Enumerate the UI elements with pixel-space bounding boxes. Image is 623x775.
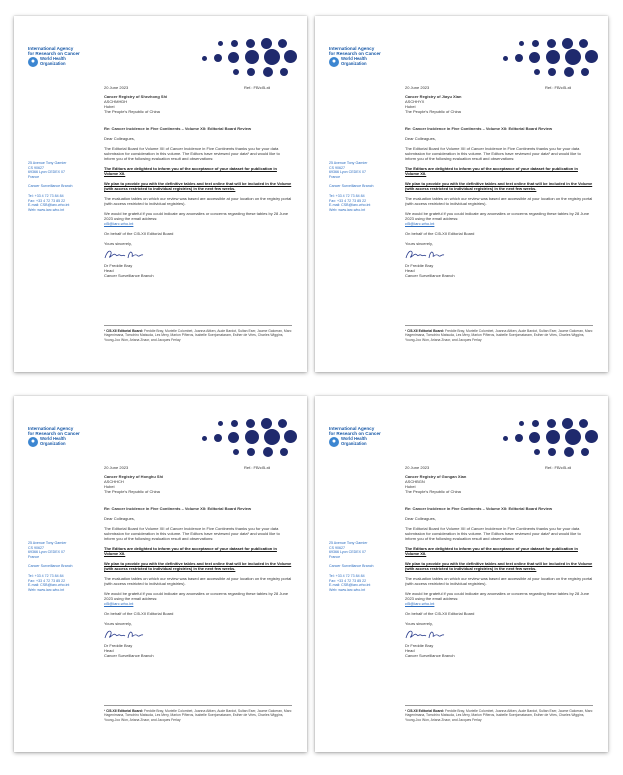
iarc-name-line2: for Research on Cancer (329, 51, 381, 57)
sidebar-contact (329, 541, 399, 592)
registry-name: Cancer Registry of Gongan Xian (405, 474, 467, 479)
recipient-address (104, 94, 254, 114)
paragraph-on-behalf: On behalf of the CI5-XII Editorial Board (104, 611, 174, 616)
registry-province: Hubei (104, 484, 115, 489)
footnote (104, 325, 292, 342)
letter-date: 20 June 2023 (405, 85, 430, 90)
signer-title: Head (104, 268, 114, 273)
registry-name: Cancer Registry of Jiayu Xian (405, 94, 462, 99)
sidebar-email: E-mail: CSB@iarc.who.int (28, 583, 70, 588)
sidebar-address-line: CS 90627 (28, 165, 44, 170)
footnote-text: Freddie Bray, Murielle Colombet, Joanna Aitken, Aude Bardot, Sultan Eser, Jaume Galceran, Marc Hagenimana, Tomohiro Matsuda, Les Mery, Marion Piñeros, Isabelle Soerjomataram, Esther de Vries, Charles Wiggins, Young-Joo Won, Ariana Znaor, and Jacques Ferlay (104, 329, 292, 342)
letter-date: 20 June 2023 (104, 465, 129, 470)
paragraph-evaluation-tables: The evaluation tables on which our review was based are accessible at your location on the registry portal (with access restricted to individual registries). (104, 196, 292, 206)
letter-reference: Ref.: FB/cI5-xii (545, 465, 572, 470)
sidebar-branch: Cancer Surveillance Branch (329, 564, 374, 569)
globe-icon: ● (329, 57, 339, 67)
letter-subject: Re: Cancer Incidence in Five Continents – Volume XII: Editorial Board Review (405, 126, 553, 131)
recipient-address (104, 474, 254, 494)
sidebar-branch: Cancer Surveillance Branch (329, 184, 374, 189)
registry-province: Hubei (104, 104, 115, 109)
contact-email-link[interactable]: ci5@iarc.who.int (405, 221, 435, 226)
who-logo (329, 437, 429, 449)
footnote (405, 705, 593, 722)
registry-country: The People's Republic of China (405, 489, 461, 494)
sidebar-address-line: France (329, 554, 341, 559)
letter-closing: Yours sincerely, (104, 621, 132, 626)
footnote-label: ¹ CI5-XII Editorial Board: (405, 709, 444, 714)
paragraph-review: The Editorial Board for Volume XII of Cancer Incidence in Five Continents thanks you for your data submission for consideration in this volume. The Editors have reviewed your data¹ and would like to inform you of the following evaluation result and observations: (405, 526, 581, 541)
sidebar-address-line: 25 Avenue Tony Garnier (28, 541, 67, 545)
sidebar-address-line: France (329, 174, 341, 179)
iarc-name-line1: International Agency (28, 426, 74, 431)
sidebar-address-line: CS 90627 (28, 545, 44, 550)
contact-email-link[interactable]: ci5@iarc.who.int (104, 601, 134, 606)
signature (405, 629, 593, 641)
registry-code: ASCHHCH (104, 479, 124, 484)
iarc-name-line1: International Agency (329, 426, 375, 431)
signer-name: Dr Freddie Bray (405, 263, 434, 268)
globe-icon: ● (28, 57, 38, 67)
paragraph-deadline: We would be grateful if you could indicate any anomalies or concerns regarding these tables by 28 June 2023 using the email address: (104, 211, 289, 221)
recipient-address (405, 94, 555, 114)
registry-country: The People's Republic of China (104, 489, 160, 494)
letter-body (104, 126, 292, 278)
paragraph-on-behalf: On behalf of the CI5-XII Editorial Board (405, 611, 475, 616)
paragraph-acceptance: The Editors are delighted to inform you of the acceptance of your dataset for publication in Volume XII. (104, 546, 277, 556)
iarc-logo (28, 46, 128, 56)
signer-branch: Cancer Surveillance Branch (104, 273, 154, 278)
paragraph-deadline: We would be grateful if you could indicate any anomalies or concerns regarding these tables by 28 June 2023 using the email address: (405, 591, 590, 601)
registry-code: ASCHMHDH (104, 99, 128, 104)
who-name-line1: World Health (341, 56, 367, 61)
sidebar-web: Web: www.iarc.who.int (329, 207, 366, 212)
sidebar-tel: Tel: +33 4 72 73 84 84 (329, 573, 365, 578)
letter-greeting: Dear Colleagues, (405, 136, 436, 141)
sidebar-tel: Tel: +33 4 72 73 84 84 (329, 193, 365, 198)
paragraph-tables-plan: We plan to provide you with the definitive tables and text online that will be included in the Volume (with access restricted to individual registries) in the next few weeks. (104, 561, 292, 571)
iarc-name-line1: International Agency (329, 46, 375, 51)
paragraph-tables-plan: We plan to provide you with the definitive tables and text online that will be included in the Volume (with access restricted to individual registries) in the next few weeks. (405, 561, 593, 571)
sidebar-address-line: 69366 Lyon CEDEX 07 (28, 550, 66, 555)
footnote (104, 705, 292, 722)
footnote (405, 325, 593, 342)
letter-closing: Yours sincerely, (405, 621, 433, 626)
who-name-line2: Organization (40, 440, 66, 446)
footnote-text: Freddie Bray, Murielle Colombet, Joanna Aitken, Aude Bardot, Sultan Eser, Jaume Galceran, Marc Hagenimana, Tomohiro Matsuda, Les Mery, Marion Piñeros, Isabelle Soerjomataram, Esther de Vries, Charles Wiggins, Young-Joo Won, Ariana Znaor, and Jacques Ferlay (405, 329, 593, 342)
sidebar-address-line: 25 Avenue Tony Garnier (28, 161, 67, 165)
sidebar-web: Web: www.iarc.who.int (28, 207, 65, 212)
sidebar-tel: Tel: +33 4 72 73 84 84 (28, 193, 64, 198)
letter-reference: Ref.: FB/cI5-xii (545, 85, 572, 90)
who-name-line1: World Health (341, 436, 367, 441)
signer-title: Head (405, 268, 415, 273)
footnote-label: ¹ CI5-XII Editorial Board: (104, 329, 143, 334)
letter-body (104, 506, 292, 658)
sidebar-email: E-mail: CSB@iarc.who.int (329, 583, 371, 588)
signer-branch: Cancer Surveillance Branch (405, 653, 455, 658)
letter-reference: Ref.: FB/cI5-xii (244, 85, 271, 90)
paragraph-review: The Editorial Board for Volume XII of Cancer Incidence in Five Continents thanks you for your data submission for consideration in this volume. The Editors have reviewed your data¹ and would like to inform you of the following evaluation result and observations: (405, 146, 581, 161)
registry-name: Cancer Registry of Shezhong Shi (104, 94, 168, 99)
paragraph-tables-plan: We plan to provide you with the definitive tables and text online that will be included in the Volume (with access restricted to individual registries) in the next few weeks. (104, 181, 292, 191)
letter-greeting: Dear Colleagues, (405, 516, 436, 521)
sidebar-email: E-mail: CSB@iarc.who.int (28, 203, 70, 208)
paragraph-acceptance: The Editors are delighted to inform you of the acceptance of your dataset for publication in Volume XII. (405, 546, 578, 556)
who-name-line1: World Health (40, 436, 66, 441)
who-logo (28, 57, 128, 69)
paragraph-tables-plan: We plan to provide you with the definitive tables and text online that will be included in the Volume (with access restricted to individual registries) in the next few weeks. (405, 181, 593, 191)
signer-title: Head (104, 648, 114, 653)
letter-date: 20 June 2023 (405, 465, 430, 470)
letter-body (405, 506, 593, 658)
letter-page-4 (315, 396, 608, 752)
letter-closing: Yours sincerely, (104, 241, 132, 246)
letter-subject: Re: Cancer Incidence in Five Continents – Volume XII: Editorial Board Review (104, 126, 252, 131)
signer-name: Dr Freddie Bray (405, 643, 434, 648)
letter-subject: Re: Cancer Incidence in Five Continents – Volume XII: Editorial Board Review (405, 506, 553, 511)
sidebar-contact (28, 161, 98, 212)
registry-code: ASCHHYX (405, 99, 425, 104)
paragraph-on-behalf: On behalf of the CI5-XII Editorial Board (405, 231, 475, 236)
sidebar-address-line: CS 90627 (329, 165, 345, 170)
registry-code: ASCHBGN (405, 479, 425, 484)
signer-title: Head (405, 648, 415, 653)
dot-pattern-logo (200, 418, 300, 460)
paragraph-evaluation-tables: The evaluation tables on which our review was based are accessible at your location on the registry portal (with access restricted to individual registries). (405, 196, 593, 206)
who-logo (28, 437, 128, 449)
globe-icon: ● (28, 437, 38, 447)
signature (104, 249, 292, 261)
letter-subject: Re: Cancer Incidence in Five Continents – Volume XII: Editorial Board Review (104, 506, 252, 511)
iarc-name-line1: International Agency (28, 46, 74, 51)
paragraph-acceptance: The Editors are delighted to inform you of the acceptance of your dataset for publication in Volume XII. (104, 166, 277, 176)
sidebar-fax: Fax: +33 4 72 73 85 22 (329, 578, 367, 583)
paragraph-deadline: We would be grateful if you could indicate any anomalies or concerns regarding these tables by 28 June 2023 using the email address: (104, 591, 289, 601)
sidebar-web: Web: www.iarc.who.int (329, 587, 366, 592)
iarc-logo (28, 426, 128, 436)
sidebar-web: Web: www.iarc.who.int (28, 587, 65, 592)
sidebar-address-line: 69366 Lyon CEDEX 07 (329, 170, 367, 175)
sidebar-contact (329, 161, 399, 212)
signer-name: Dr Freddie Bray (104, 643, 133, 648)
contact-email-link[interactable]: ci5@iarc.who.int (104, 221, 134, 226)
iarc-logo (329, 46, 429, 56)
letter-page-1 (14, 16, 307, 372)
paragraph-on-behalf: On behalf of the CI5-XII Editorial Board (104, 231, 174, 236)
signer-name: Dr Freddie Bray (104, 263, 133, 268)
footnote-text: Freddie Bray, Murielle Colombet, Joanna Aitken, Aude Bardot, Sultan Eser, Jaume Galceran, Marc Hagenimana, Tomohiro Matsuda, Les Mery, Marion Piñeros, Isabelle Soerjomataram, Esther de Vries, Charles Wiggins, Young-Joo Won, Ariana Znaor, and Jacques Ferlay (104, 709, 292, 722)
sidebar-contact (28, 541, 98, 592)
sidebar-address-line: 25 Avenue Tony Garnier (329, 541, 368, 545)
sidebar-address-line: 69366 Lyon CEDEX 07 (329, 550, 367, 555)
signer-branch: Cancer Surveillance Branch (104, 653, 154, 658)
sidebar-fax: Fax: +33 4 72 73 85 22 (28, 198, 66, 203)
sidebar-fax: Fax: +33 4 72 73 85 22 (28, 578, 66, 583)
contact-email-link[interactable]: ci5@iarc.who.int (405, 601, 435, 606)
letter-greeting: Dear Colleagues, (104, 136, 135, 141)
sidebar-address-line: France (28, 554, 40, 559)
letter-reference: Ref.: FB/cI5-xii (244, 465, 271, 470)
paragraph-acceptance: The Editors are delighted to inform you of the acceptance of your dataset for publication in Volume XII. (405, 166, 578, 176)
sidebar-branch: Cancer Surveillance Branch (28, 184, 73, 189)
letter-closing: Yours sincerely, (405, 241, 433, 246)
sidebar-address-line: 25 Avenue Tony Garnier (329, 161, 368, 165)
sidebar-address-line: France (28, 174, 40, 179)
paragraph-review: The Editorial Board for Volume XII of Cancer Incidence in Five Continents thanks you for your data submission for consideration in this volume. The Editors have reviewed your data¹ and would like to inform you of the following evaluation result and observations: (104, 146, 280, 161)
registry-province: Hubei (405, 104, 416, 109)
who-name-line1: World Health (40, 56, 66, 61)
signature (405, 249, 593, 261)
who-name-line2: Organization (341, 440, 367, 446)
registry-country: The People's Republic of China (405, 109, 461, 114)
paragraph-evaluation-tables: The evaluation tables on which our review was based are accessible at your location on the registry portal (with access restricted to individual registries). (104, 576, 292, 586)
paragraph-review: The Editorial Board for Volume XII of Cancer Incidence in Five Continents thanks you for your data submission for consideration in this volume. The Editors have reviewed your data¹ and would like to inform you of the following evaluation result and observations: (104, 526, 280, 541)
iarc-name-line2: for Research on Cancer (329, 431, 381, 437)
paragraph-deadline: We would be grateful if you could indicate any anomalies or concerns regarding these tables by 28 June 2023 using the email address: (405, 211, 590, 221)
who-name-line2: Organization (341, 60, 367, 66)
footnote-label: ¹ CI5-XII Editorial Board: (104, 709, 143, 714)
iarc-logo (329, 426, 429, 436)
letter-greeting: Dear Colleagues, (104, 516, 135, 521)
registry-name: Cancer Registry of Honghu Shi (104, 474, 164, 479)
sidebar-address-line: 69366 Lyon CEDEX 07 (28, 170, 66, 175)
paragraph-evaluation-tables: The evaluation tables on which our review was based are accessible at your location on the registry portal (with access restricted to individual registries). (405, 576, 593, 586)
dot-pattern-logo (200, 38, 300, 80)
signer-branch: Cancer Surveillance Branch (405, 273, 455, 278)
dot-pattern-logo (501, 38, 601, 80)
sidebar-email: E-mail: CSB@iarc.who.int (329, 203, 371, 208)
signature (104, 629, 292, 641)
sidebar-branch: Cancer Surveillance Branch (28, 564, 73, 569)
footnote-text: Freddie Bray, Murielle Colombet, Joanna Aitken, Aude Bardot, Sultan Eser, Jaume Galceran, Marc Hagenimana, Tomohiro Matsuda, Les Mery, Marion Piñeros, Isabelle Soerjomataram, Esther de Vries, Charles Wiggins, Young-Joo Won, Ariana Znaor, and Jacques Ferlay (405, 709, 593, 722)
letter-body (405, 126, 593, 278)
globe-icon: ● (329, 437, 339, 447)
iarc-name-line2: for Research on Cancer (28, 431, 80, 437)
sidebar-fax: Fax: +33 4 72 73 85 22 (329, 198, 367, 203)
dot-pattern-logo (501, 418, 601, 460)
registry-province: Hubei (405, 484, 416, 489)
recipient-address (405, 474, 555, 494)
footnote-label: ¹ CI5-XII Editorial Board: (405, 329, 444, 334)
letter-page-2 (315, 16, 608, 372)
letter-page-3 (14, 396, 307, 752)
registry-country: The People's Republic of China (104, 109, 160, 114)
who-name-line2: Organization (40, 60, 66, 66)
letter-date: 20 June 2023 (104, 85, 129, 90)
who-logo (329, 57, 429, 69)
sidebar-address-line: CS 90627 (329, 545, 345, 550)
sidebar-tel: Tel: +33 4 72 73 84 84 (28, 573, 64, 578)
iarc-name-line2: for Research on Cancer (28, 51, 80, 57)
